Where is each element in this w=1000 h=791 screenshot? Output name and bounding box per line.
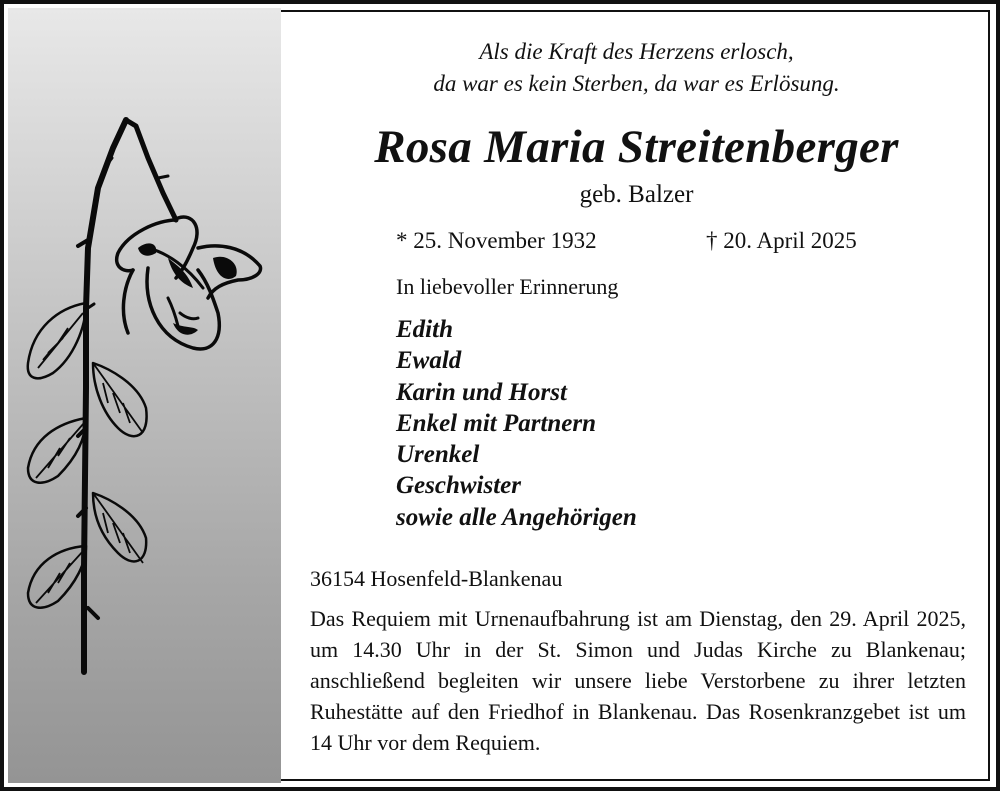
obituary-content: [281, 8, 992, 783]
memory-line: In liebevoller Erinnerung: [396, 274, 619, 299]
mourner: Ewald: [396, 347, 462, 375]
decorative-side-panel: [8, 8, 281, 783]
mourner: Geschwister: [396, 472, 521, 500]
deceased-name: Rosa Maria Streitenberger: [374, 121, 899, 173]
mourner: Edith: [396, 316, 453, 343]
birth-date: * 25. November 1932: [396, 228, 597, 253]
wilted-rose-icon: [8, 8, 281, 783]
death-date: † 20. April 2025: [706, 228, 857, 253]
mourner: Karin und Horst: [396, 378, 567, 406]
verse-line-1: Als die Kraft des Herzens erlosch,: [479, 39, 794, 64]
family-address: 36154 Hosenfeld-Blankenau: [310, 566, 563, 591]
mourners-list: [396, 314, 637, 533]
mourner: Urenkel: [396, 441, 480, 469]
funeral-notice: Das Requiem mit Urnenaufbahrung ist am Dienstag, den 29. April 2025, um 14.30 Uhr in der St. Simon und Judas Kirche zu Blankenau; anschließend begleiten wir unsere liebe Verstorbene zu ihrer letzten Ruhestätte auf den Friedhof in Blankenau. Das Rosenkranzgebet ist um 14 Uhr vor dem Requiem.: [310, 606, 966, 755]
mourner: sowie alle Angehörigen: [396, 503, 637, 531]
mourner: Enkel mit Partnern: [396, 409, 597, 437]
memorial-verse: [281, 36, 992, 100]
verse-line-2: da war es kein Sterben, da war es Erlösung.: [433, 71, 840, 96]
birth-name: geb. Balzer: [579, 181, 694, 208]
